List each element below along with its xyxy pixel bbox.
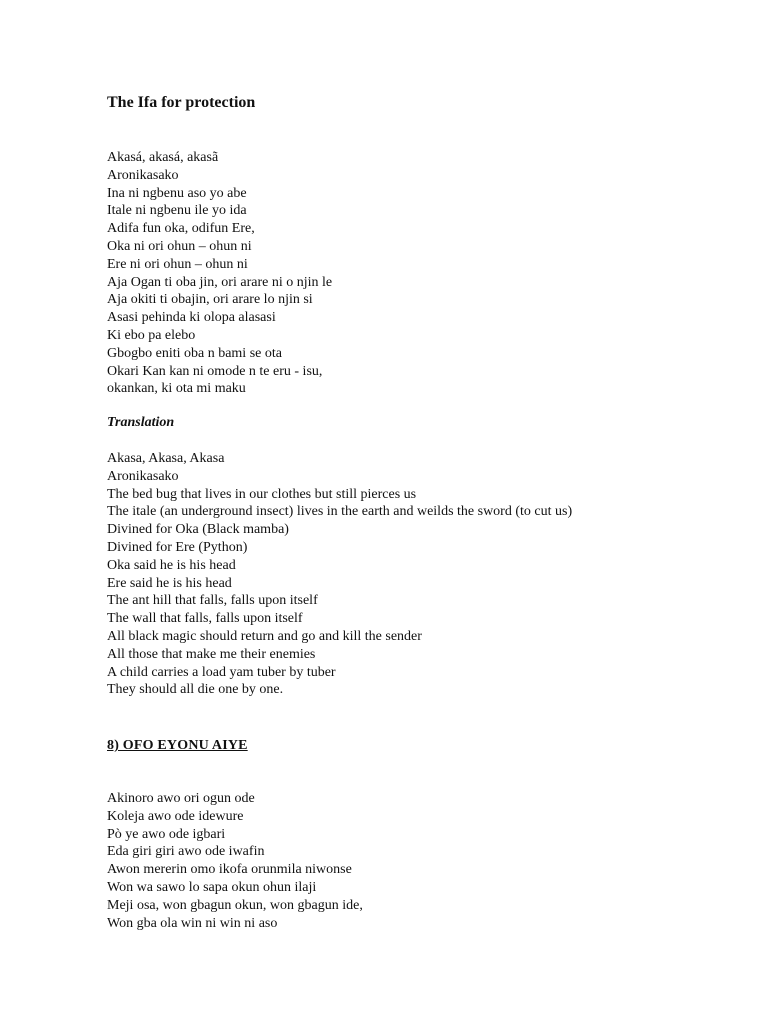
- text-line: The ant hill that falls, falls upon itself: [107, 593, 318, 609]
- text-line: Okari Kan kan ni omode n te eru - isu,: [107, 363, 323, 379]
- text-line: Pò ye awo ode igbari: [107, 826, 226, 842]
- text-line: Aja Ogan ti oba jin, ori arare ni o njin le: [107, 274, 333, 290]
- text-line: Ina ni ngbenu aso yo abe: [107, 185, 247, 201]
- text-line: Koleja awo ode idewure: [107, 808, 244, 824]
- text-line: Itale ni ngbenu ile yo ida: [107, 203, 247, 219]
- text-line: Won gba ola win ni win ni aso: [107, 915, 278, 931]
- text-line: The wall that falls, falls upon itself: [107, 611, 303, 627]
- text-line: Awon mererin omo ikofa orunmila niwonse: [107, 862, 352, 878]
- text-line: Ki ebo pa elebo: [107, 327, 196, 343]
- text-line: All black magic should return and go and kill the sender: [107, 628, 422, 644]
- text-line: They should all die one by one.: [107, 682, 284, 698]
- text-line: Oka said he is his head: [107, 557, 236, 573]
- text-line: Aronikasako: [107, 167, 179, 183]
- text-line: Asasi pehinda ki olopa alasasi: [107, 310, 276, 326]
- section-heading: 8) OFO EYONU AIYE: [107, 738, 248, 753]
- text-line: okankan, ki ota mi maku: [107, 381, 246, 397]
- text-line: Divined for Ere (Python): [107, 539, 248, 555]
- text-line: Oka ni ori ohun – ohun ni: [107, 238, 252, 254]
- text-line: The bed bug that lives in our clothes but still pierces us: [107, 486, 417, 502]
- text-line: Aja okiti ti obajin, ori arare lo njin si: [107, 292, 313, 308]
- text-line: Aronikasako: [107, 468, 179, 484]
- text-line: Won wa sawo lo sapa okun ohun ilaji: [107, 879, 317, 895]
- text-line: Divined for Oka (Black mamba): [107, 522, 289, 538]
- text-line: A child carries a load yam tuber by tuber: [107, 664, 336, 680]
- text-line: Adifa fun oka, odifun Ere,: [107, 221, 255, 237]
- text-line: Akasa, Akasa, Akasa: [107, 451, 225, 466]
- text-line: Ere said he is his head: [107, 575, 232, 591]
- text-line: Akinoro awo ori ogun ode: [107, 791, 255, 806]
- section-verse-block: [107, 790, 363, 932]
- text-line: Akasá, akasá, akasã: [107, 150, 219, 165]
- document-title: The Ifa for protection: [107, 94, 256, 111]
- text-line: Gbogbo eniti oba n bami se ota: [107, 345, 282, 361]
- text-line: The itale (an underground insect) lives in the earth and weilds the sword (to cut us): [107, 504, 573, 520]
- text-line: All those that make me their enemies: [107, 646, 316, 662]
- text-line: Ere ni ori ohun – ohun ni: [107, 256, 248, 272]
- translation-block: [107, 450, 572, 699]
- text-line: Eda giri giri awo ode iwafin: [107, 844, 265, 860]
- translation-heading: Translation: [107, 415, 175, 430]
- verse-block: [107, 149, 332, 398]
- text-line: Meji osa, won gbagun okun, won gbagun ide,: [107, 897, 363, 913]
